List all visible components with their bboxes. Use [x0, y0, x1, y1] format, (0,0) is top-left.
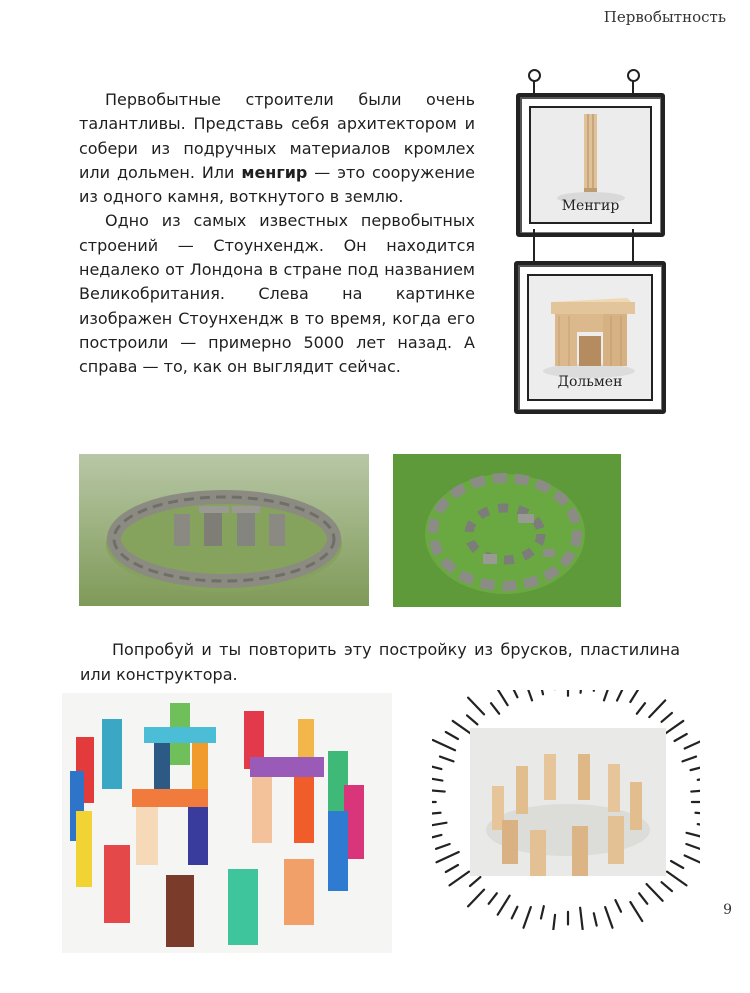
burst-stroke	[449, 872, 468, 886]
wooden-henge-burst	[432, 690, 700, 930]
stonehenge-modern-illustration	[393, 454, 621, 607]
burst-stroke	[617, 690, 623, 701]
burst-stroke	[437, 852, 459, 862]
burst-stroke	[512, 690, 518, 697]
burst-stroke	[662, 882, 672, 891]
burst-stroke	[698, 777, 700, 779]
burst-stroke	[581, 690, 583, 693]
burst-stroke	[468, 890, 484, 907]
burst-stroke	[523, 907, 530, 928]
bottom-paragraph: Попробуй и ты повторить эту постройку из брусков, пластилина или конструктора.	[80, 640, 680, 684]
intro-p1-end: — это сооружение из одного камня, воткнутого в землю.	[79, 162, 476, 207]
stonehenge-modern-photo	[393, 454, 621, 607]
intro-text	[79, 88, 475, 380]
burst-stroke	[525, 690, 532, 700]
burst-stroke	[675, 734, 687, 741]
burst-stroke	[687, 833, 700, 839]
burst-stroke	[446, 865, 458, 872]
burst-stroke	[433, 740, 455, 750]
burst-stroke	[682, 757, 696, 762]
burst-stroke	[685, 855, 700, 865]
intro-paragraph-2: Одно из самых известных первобытных строений — Стоунхендж. Он находится недалеко от Лондона в стране под названием Великобритания. Слева на картинке изображен Стоунхендж в то время, когда его построили — примерно 5000 лет назад. А справа — то, как он выглядит сейчас.	[79, 211, 475, 377]
dolmen-frame	[514, 261, 666, 414]
dolmen-label: Дольмен	[557, 374, 623, 390]
burst-stroke	[436, 844, 450, 849]
burst-stroke	[649, 700, 665, 717]
burst-stroke	[468, 698, 484, 715]
burst-stroke	[440, 757, 454, 762]
burst-stroke	[512, 907, 518, 919]
frame-wire	[533, 80, 535, 94]
bottom-text	[80, 637, 680, 687]
burst-stroke	[647, 884, 663, 901]
burst-stroke	[594, 913, 597, 925]
burst-stroke	[553, 915, 555, 930]
burst-stroke	[671, 861, 683, 868]
burst-stroke	[630, 902, 642, 921]
burst-stroke	[698, 824, 700, 826]
burst-stroke	[605, 907, 612, 928]
burst-stroke	[630, 690, 642, 702]
menhir-frame	[516, 93, 665, 237]
burst-stroke	[662, 713, 672, 722]
burst-stroke	[432, 813, 441, 815]
burst-stroke	[541, 906, 544, 918]
burst-stroke	[467, 715, 477, 724]
burst-illustration	[432, 690, 700, 930]
burst-stroke	[432, 823, 446, 825]
burst-stroke	[695, 813, 700, 815]
burst-stroke	[432, 763, 441, 769]
running-head: Первобытность	[603, 8, 726, 26]
burst-stroke	[667, 872, 686, 886]
plasticine-henge-photo	[62, 693, 392, 953]
burst-stroke	[691, 764, 700, 770]
burst-stroke	[453, 721, 472, 735]
burst-stroke	[604, 690, 611, 700]
burst-stroke	[432, 789, 445, 791]
burst-stroke	[446, 732, 458, 739]
burst-stroke	[685, 738, 700, 748]
burst-stroke	[470, 877, 480, 886]
frame-wire	[632, 80, 634, 94]
burst-stroke	[489, 893, 497, 903]
term-menhir: менгир	[241, 162, 308, 182]
page-number: 9	[723, 902, 732, 918]
burst-stroke	[615, 900, 621, 912]
burst-stroke	[664, 721, 683, 735]
frame-wire	[533, 229, 535, 262]
intro-p1-start: Первобытные строители были очень талантливы. Представь себя архитектором и собери из подручных материалов кромлех или дольмен. Или	[79, 90, 475, 182]
burst-stroke	[637, 703, 645, 713]
burst-stroke	[580, 908, 582, 929]
burst-stroke	[491, 703, 499, 713]
burst-stroke	[496, 690, 508, 705]
stonehenge-ancient-photo	[79, 454, 369, 606]
intro-paragraph-1	[79, 88, 475, 209]
burst-stroke	[686, 844, 700, 849]
burst-stroke	[432, 778, 442, 780]
plasticine-henge-illustration	[62, 693, 392, 953]
burst-stroke	[540, 690, 543, 694]
frame-wire	[632, 229, 634, 262]
burst-stroke	[432, 835, 441, 841]
stonehenge-ancient-illustration	[79, 454, 369, 606]
burst-stroke	[498, 896, 510, 915]
menhir-label: Менгир	[561, 198, 620, 214]
burst-stroke	[691, 789, 700, 791]
burst-stroke	[594, 690, 597, 691]
burst-stroke	[639, 893, 647, 903]
